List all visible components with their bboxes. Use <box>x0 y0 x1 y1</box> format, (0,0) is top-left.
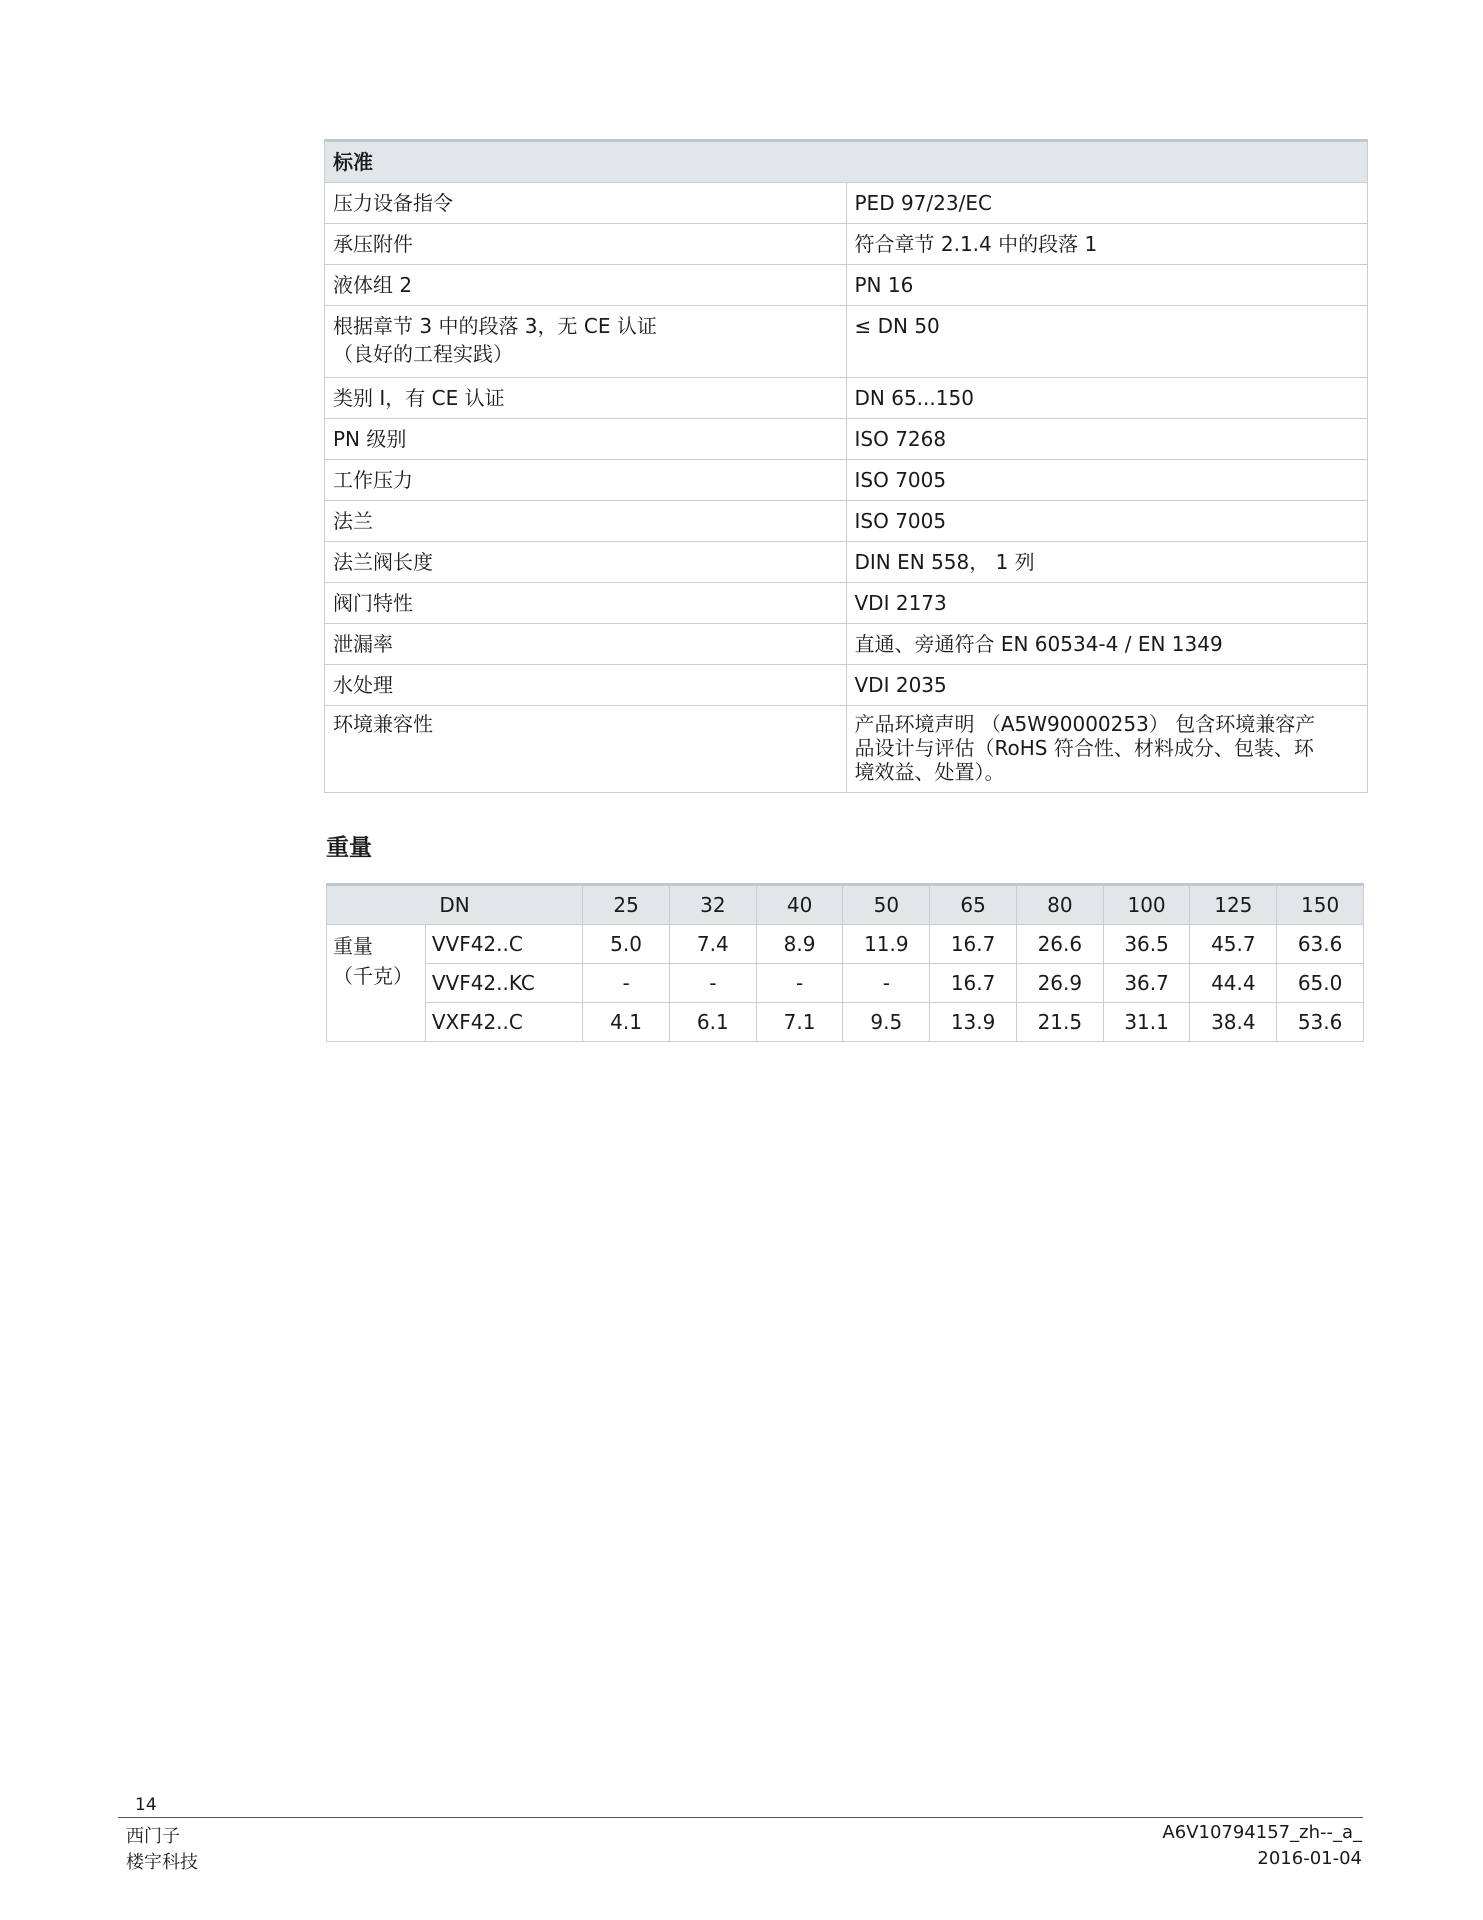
footer-division: 楼宇科技 <box>126 1852 198 1873</box>
standard-value: PN 16 <box>846 265 1368 306</box>
standard-label: 承压附件 <box>325 224 847 265</box>
weight-value: 21.5 <box>1016 1003 1103 1042</box>
standard-label: 泄漏率 <box>325 624 847 665</box>
table-row <box>325 306 1368 378</box>
standard-value: DN 65...150 <box>846 378 1368 419</box>
table-row <box>325 460 1368 501</box>
table-row <box>327 1003 1364 1042</box>
standard-label-cell <box>325 306 847 378</box>
table-row <box>325 542 1368 583</box>
standard-label: 水处理 <box>325 665 847 706</box>
standards-header: 标准 <box>325 141 1368 183</box>
footer-divider <box>118 1817 1363 1818</box>
table-row <box>325 265 1368 306</box>
page-number: 14 <box>135 1795 157 1815</box>
weight-value: - <box>756 964 843 1003</box>
standard-value: ISO 7005 <box>846 460 1368 501</box>
weight-value: 5.0 <box>583 925 670 964</box>
standard-value-line: 境效益、处置）。 <box>854 760 1005 784</box>
table-row <box>325 501 1368 542</box>
weights-section-title: 重量 <box>326 835 372 861</box>
standard-value: ISO 7005 <box>846 501 1368 542</box>
weight-value: 13.9 <box>930 1003 1017 1042</box>
standard-label: 压力设备指令 <box>325 183 847 224</box>
standard-value: ISO 7268 <box>846 419 1368 460</box>
weight-group-unit: （千克） <box>333 964 413 988</box>
footer-date: 2016-01-04 <box>1257 1848 1362 1869</box>
footer-company: 西门子 <box>126 1826 180 1847</box>
standard-value: DIN EN 558， 1 列 <box>846 542 1368 583</box>
standards-table <box>324 139 1368 793</box>
standard-label: 法兰阀长度 <box>325 542 847 583</box>
weight-value: 16.7 <box>930 925 1017 964</box>
table-row <box>325 419 1368 460</box>
table-row <box>325 706 1368 793</box>
weight-group-label: 重量 <box>333 934 373 958</box>
dn-value: 80 <box>1016 885 1103 925</box>
weight-value: 36.7 <box>1103 964 1190 1003</box>
dn-value: 65 <box>930 885 1017 925</box>
standard-value: PED 97/23/EC <box>846 183 1368 224</box>
weight-value: 9.5 <box>843 1003 930 1042</box>
table-row <box>325 224 1368 265</box>
weight-value: 4.1 <box>583 1003 670 1042</box>
weight-value: - <box>669 964 756 1003</box>
dn-value: 40 <box>756 885 843 925</box>
dn-value: 50 <box>843 885 930 925</box>
standard-label: 法兰 <box>325 501 847 542</box>
dn-value: 100 <box>1103 885 1190 925</box>
standards-header-row <box>325 141 1368 183</box>
weight-value: - <box>843 964 930 1003</box>
standard-label: 阀门特性 <box>325 583 847 624</box>
weight-value: 65.0 <box>1277 964 1364 1003</box>
model-name: VVF42..C <box>425 925 582 964</box>
model-name: VXF42..C <box>425 1003 582 1042</box>
standard-value: VDI 2173 <box>846 583 1368 624</box>
table-row <box>327 925 1364 964</box>
weight-value: 11.9 <box>843 925 930 964</box>
standard-value-line: 产品环境声明 （A5W90000253） 包含环境兼容产 <box>854 712 1316 736</box>
weight-value: 16.7 <box>930 964 1017 1003</box>
standard-value: 直通、旁通符合 EN 60534-4 / EN 1349 <box>846 624 1368 665</box>
weight-value: 8.9 <box>756 925 843 964</box>
standard-label-note: （良好的工程实践） <box>333 342 513 366</box>
weights-table <box>326 883 1364 1042</box>
dn-value: 125 <box>1190 885 1277 925</box>
dn-value: 25 <box>583 885 670 925</box>
dn-value: 32 <box>669 885 756 925</box>
weight-value: 31.1 <box>1103 1003 1190 1042</box>
standard-label: 液体组 2 <box>325 265 847 306</box>
weight-value: 36.5 <box>1103 925 1190 964</box>
weight-value: 38.4 <box>1190 1003 1277 1042</box>
weight-value: 26.6 <box>1016 925 1103 964</box>
standard-label: PN 级别 <box>325 419 847 460</box>
table-row <box>325 665 1368 706</box>
footer-doc-id: A6V10794157_zh--_a_ <box>1162 1822 1362 1843</box>
table-row <box>327 964 1364 1003</box>
standard-label: 环境兼容性 <box>325 706 847 793</box>
standard-value: ≤ DN 50 <box>846 306 1368 378</box>
dn-value: 150 <box>1277 885 1364 925</box>
weight-value: 6.1 <box>669 1003 756 1042</box>
table-row <box>325 583 1368 624</box>
standard-label: 类别 I，有 CE 认证 <box>325 378 847 419</box>
weight-value: 63.6 <box>1277 925 1364 964</box>
weights-header-row <box>327 885 1364 925</box>
model-name: VVF42..KC <box>425 964 582 1003</box>
dn-header: DN <box>327 885 583 925</box>
standard-label: 根据章节 3 中的段落 3，无 CE 认证 <box>333 314 657 338</box>
standard-value-cell <box>846 706 1368 793</box>
weight-value: 45.7 <box>1190 925 1277 964</box>
weight-value: 26.9 <box>1016 964 1103 1003</box>
weight-group-cell <box>327 925 426 1042</box>
standard-value: 符合章节 2.1.4 中的段落 1 <box>846 224 1368 265</box>
standard-value: VDI 2035 <box>846 665 1368 706</box>
table-row <box>325 378 1368 419</box>
standard-value-line: 品设计与评估（RoHS 符合性、材料成分、包装、环 <box>854 736 1314 760</box>
table-row <box>325 624 1368 665</box>
weight-value: 53.6 <box>1277 1003 1364 1042</box>
weight-value: 44.4 <box>1190 964 1277 1003</box>
table-row <box>325 183 1368 224</box>
weight-value: - <box>583 964 670 1003</box>
standard-label: 工作压力 <box>325 460 847 501</box>
weight-value: 7.1 <box>756 1003 843 1042</box>
weight-value: 7.4 <box>669 925 756 964</box>
